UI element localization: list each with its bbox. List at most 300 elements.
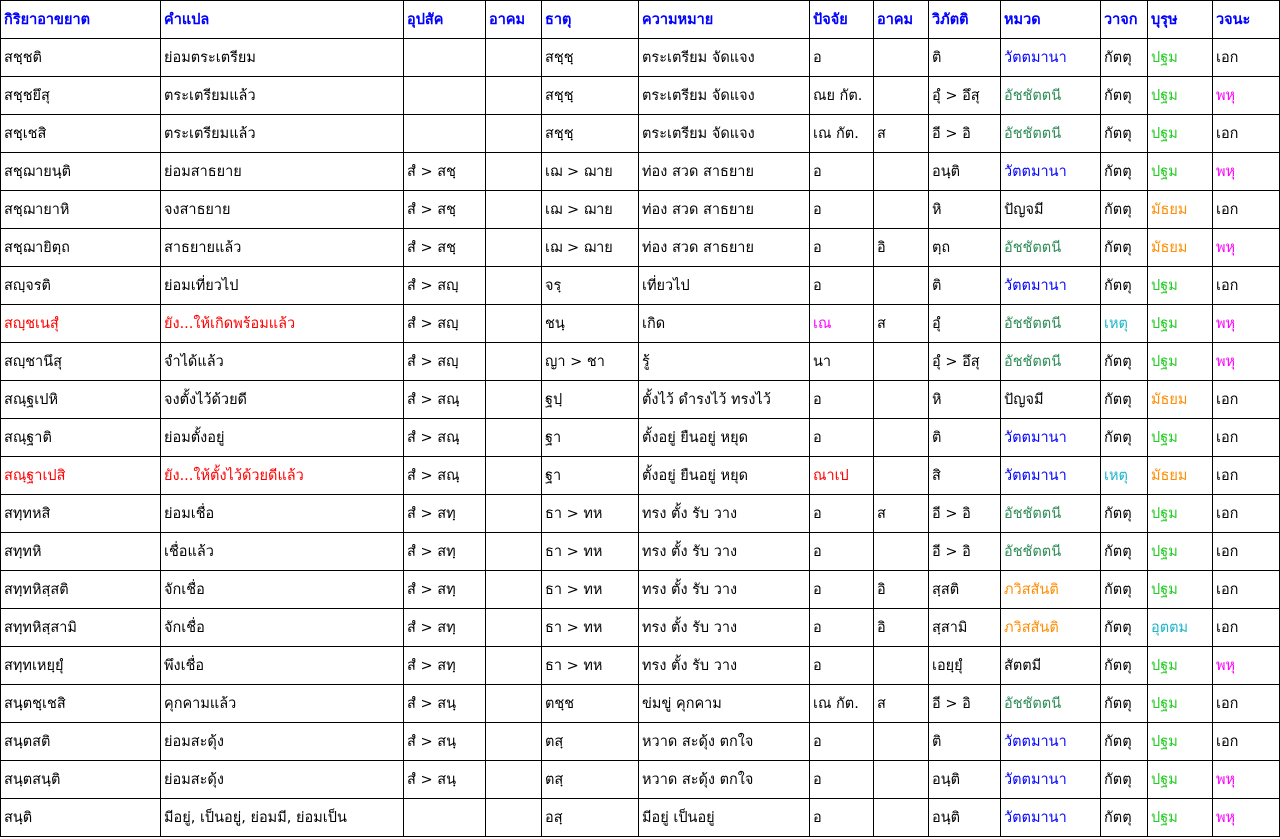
table-cell: สชฺชยึสุ [1,77,161,115]
header-cell: กิริยาอาขยาต [1,1,161,39]
table-cell: ติ [929,39,1001,77]
table-cell: สชฺชฺ [542,39,639,77]
table-cell [404,39,486,77]
table-cell: สํ > สชฺ [404,153,486,191]
table-cell: ติ [929,267,1001,305]
table-cell: อ [810,571,874,609]
table-cell [874,457,929,495]
table-cell: ตชฺช [542,685,639,723]
table-cell: กัตตุ [1101,647,1148,685]
table-cell: ตฺถ [929,229,1001,267]
table-cell: อ [810,723,874,761]
table-cell: ปฐม [1148,647,1213,685]
table-row [1,495,1280,533]
table-cell: เกิด [639,305,810,343]
table-cell: เชื่อแล้ว [161,533,404,571]
table-cell [486,381,542,419]
table-cell: สํ > สนฺ [404,685,486,723]
table-cell: ตั้งอยู่ ยืนอยู่ หยุด [639,419,810,457]
table-cell: สนฺตสติ [1,723,161,761]
table-cell [874,39,929,77]
table-cell: ทรง ตั้ง รับ วาง [639,609,810,647]
table-cell: ปฐม [1148,495,1213,533]
table-row [1,229,1280,267]
table-row [1,457,1280,495]
table-cell: พหุ [1213,77,1280,115]
header-cell: ธาตุ [542,1,639,39]
table-cell: สฺสามิ [929,609,1001,647]
table-cell: อัชชัตตนี [1001,115,1101,153]
table-cell: สชฺชฺ [542,115,639,153]
table-cell: เฌ > ฌาย [542,191,639,229]
table-cell: ฐา [542,457,639,495]
table-cell: ส [874,115,929,153]
table-cell: ปัญจมี [1001,191,1101,229]
table-cell: อุํ [929,305,1001,343]
table-cell: หวาด สะดุ้ง ตกใจ [639,723,810,761]
table-cell: อิ [874,229,929,267]
table-cell: สํ > สทฺ [404,533,486,571]
table-cell: มีอยู่, เป็นอยู่, ย่อมมี, ย่อมเป็น [161,799,404,837]
table-cell: สํ > สนฺ [404,761,486,799]
table-row [1,267,1280,305]
table-cell: ย่อมสาธยาย [161,153,404,191]
table-cell: มัธยม [1148,457,1213,495]
table-cell: ย่อมเชื่อ [161,495,404,533]
table-cell: ธา > ทห [542,571,639,609]
table-cell [486,685,542,723]
table-cell: จำได้แล้ว [161,343,404,381]
table-cell [486,305,542,343]
table-cell: เหตุ [1101,457,1148,495]
header-cell: อุปสัค [404,1,486,39]
table-cell [874,799,929,837]
table-cell: อัชชัตตนี [1001,229,1101,267]
table-cell: ท่อง สวด สาธยาย [639,229,810,267]
table-cell: วัตตมานา [1001,419,1101,457]
table-cell: อี > อิ [929,495,1001,533]
table-cell: พหุ [1213,229,1280,267]
header-cell: อาคม [486,1,542,39]
table-cell: เอยฺยุํ [929,647,1001,685]
table-cell [486,761,542,799]
table-cell: เอก [1213,191,1280,229]
table-cell: สํ > สทฺ [404,609,486,647]
table-cell: อ [810,229,874,267]
table-cell: กัตตุ [1101,571,1148,609]
table-cell: เอก [1213,723,1280,761]
header-cell: วาจก [1101,1,1148,39]
table-cell: ปฐม [1148,761,1213,799]
table-cell: ภวิสสันติ [1001,571,1101,609]
table-cell: ตั้งไว้ ดำรงไว้ ทรงไว้ [639,381,810,419]
table-cell: อนฺติ [929,799,1001,837]
table-cell: จักเชื่อ [161,571,404,609]
table-cell: ปฐม [1148,685,1213,723]
table-row [1,305,1280,343]
table-cell: อนฺติ [929,153,1001,191]
header-row [1,1,1280,39]
table-cell: อัชชัตตนี [1001,533,1101,571]
table-cell: สทฺทหิสฺสามิ [1,609,161,647]
table-cell: เที่ยวไป [639,267,810,305]
table-cell: เอก [1213,571,1280,609]
table-cell: อุํ > อึสุ [929,77,1001,115]
table-row [1,77,1280,115]
header-cell: คำแปล [161,1,404,39]
table-cell: วัตตมานา [1001,39,1101,77]
table-cell: กัตตุ [1101,39,1148,77]
table-cell: กัตตุ [1101,191,1148,229]
table-cell: ท่อง สวด สาธยาย [639,191,810,229]
table-cell [874,267,929,305]
table-cell [486,799,542,837]
table-cell [486,77,542,115]
table-cell [486,533,542,571]
table-cell: สชฺฌายนฺติ [1,153,161,191]
table-cell [486,571,542,609]
table-row [1,39,1280,77]
table-cell: อี > อิ [929,115,1001,153]
table-cell: เอก [1213,381,1280,419]
table-cell: อ [810,419,874,457]
table-cell: เอก [1213,685,1280,723]
table-cell: ปฐม [1148,305,1213,343]
table-cell: อุตตม [1148,609,1213,647]
table-cell: ปฐม [1148,267,1213,305]
table-cell: เอก [1213,115,1280,153]
table-cell [486,115,542,153]
table-cell: สํ > สญฺ [404,305,486,343]
table-row [1,419,1280,457]
table-cell: อ [810,495,874,533]
table-cell [486,495,542,533]
table-cell: สณฺฐาเปสิ [1,457,161,495]
table-cell: กัตตุ [1101,685,1148,723]
table-cell: สํ > สทฺ [404,571,486,609]
table-cell: อิ [874,571,929,609]
table-cell: ส [874,495,929,533]
table-cell: อ [810,533,874,571]
table-cell [486,39,542,77]
table-cell: พหุ [1213,343,1280,381]
table-row [1,647,1280,685]
table-cell: อัชชัตตนี [1001,343,1101,381]
table-cell [486,723,542,761]
table-cell: วัตตมานา [1001,761,1101,799]
table-cell [486,153,542,191]
table-cell: ทรง ตั้ง รับ วาง [639,571,810,609]
table-cell: ทรง ตั้ง รับ วาง [639,647,810,685]
table-cell: สํ > สชฺ [404,229,486,267]
table-cell [874,153,929,191]
header-cell: บุรุษ [1148,1,1213,39]
table-cell: ญา > ชา [542,343,639,381]
table-cell: สํ > สทฺ [404,647,486,685]
table-cell: อ [810,647,874,685]
header-cell: อาคม [874,1,929,39]
table-cell: สทฺทเหยฺยุํ [1,647,161,685]
table-cell: พหุ [1213,799,1280,837]
table-cell: ติ [929,419,1001,457]
table-cell: กัตตุ [1101,495,1148,533]
table-cell [486,419,542,457]
table-cell: ชนฺ [542,305,639,343]
table-cell: พหุ [1213,305,1280,343]
table-cell: อัชชัตตนี [1001,495,1101,533]
table-cell: ทรง ตั้ง รับ วาง [639,533,810,571]
table-cell: สํ > สนฺ [404,723,486,761]
table-cell: หิ [929,381,1001,419]
table-cell [486,267,542,305]
table-cell: จงสาธยาย [161,191,404,229]
table-cell: ยัง...ให้เกิดพร้อมแล้ว [161,305,404,343]
table-cell [874,723,929,761]
table-cell: กัตตุ [1101,267,1148,305]
table-cell: เอก [1213,609,1280,647]
table-cell: เณ กัต. [810,115,874,153]
table-cell: เอก [1213,457,1280,495]
table-cell: อ [810,761,874,799]
table-cell: อ [810,191,874,229]
table-cell: มัธยม [1148,381,1213,419]
table-cell: วัตตมานา [1001,457,1101,495]
table-cell: อ [810,609,874,647]
table-cell: ย่อมสะดุ้ง [161,723,404,761]
table-cell: อ [810,799,874,837]
table-cell: ปฐม [1148,39,1213,77]
table-cell: พหุ [1213,153,1280,191]
table-cell: ปฐม [1148,153,1213,191]
table-cell: สํ > สญฺ [404,267,486,305]
table-cell: สชฺฌายาหิ [1,191,161,229]
table-cell [874,761,929,799]
table-cell: จรฺ [542,267,639,305]
table-cell [486,647,542,685]
table-cell [874,77,929,115]
table-cell: กัตตุ [1101,609,1148,647]
table-row [1,685,1280,723]
table-cell: ท่อง สวด สาธยาย [639,153,810,191]
table-cell [874,381,929,419]
table-cell: ธา > ทห [542,495,639,533]
table-cell [874,533,929,571]
table-cell: วัตตมานา [1001,267,1101,305]
table-cell [874,419,929,457]
table-cell: สญฺชเนสุํ [1,305,161,343]
table-cell: สํ > สทฺ [404,495,486,533]
table-cell: ปฐม [1148,799,1213,837]
table-cell: ปฐม [1148,533,1213,571]
table-cell: กัตตุ [1101,419,1148,457]
table-cell [486,343,542,381]
table-cell: สณฺฐเปหิ [1,381,161,419]
table-cell: สนฺติ [1,799,161,837]
table-cell: กัตตุ [1101,115,1148,153]
table-cell: อัชชัตตนี [1001,77,1101,115]
table-cell: ส [874,305,929,343]
table-cell: ปฐม [1148,115,1213,153]
table-cell: ธา > ทห [542,609,639,647]
table-row [1,343,1280,381]
table-cell: สชฺชฺ [542,77,639,115]
table-row [1,533,1280,571]
table-cell: อ [810,267,874,305]
table-cell: สญฺชานึสุ [1,343,161,381]
table-cell: ตสฺ [542,723,639,761]
header-cell: ความหมาย [639,1,810,39]
table-cell: ปฐม [1148,723,1213,761]
table-cell: สํ > สณฺ [404,457,486,495]
table-row [1,115,1280,153]
table-cell: สทฺทหสิ [1,495,161,533]
table-row [1,571,1280,609]
table-cell: มัธยม [1148,229,1213,267]
table-cell [404,799,486,837]
table-cell: อสฺ [542,799,639,837]
table-cell: ปฐม [1148,571,1213,609]
table-cell [874,647,929,685]
table-cell: นา [810,343,874,381]
table-cell: วัตตมานา [1001,799,1101,837]
table-cell: สํ > สญฺ [404,343,486,381]
table-row [1,381,1280,419]
table-row [1,609,1280,647]
table-cell: ธา > ทห [542,647,639,685]
table-cell [874,191,929,229]
table-cell: ยัง...ให้ตั้งไว้ด้วยดีแล้ว [161,457,404,495]
table-cell: สํ > สณฺ [404,419,486,457]
table-body [1,39,1280,837]
table-cell [874,343,929,381]
table-cell: สชฺเชสิ [1,115,161,153]
table-cell: ปฐม [1148,77,1213,115]
table-row [1,191,1280,229]
table-cell: ติ [929,723,1001,761]
table-cell: ปฐม [1148,343,1213,381]
table-cell: ปัญจมี [1001,381,1101,419]
table-cell: ตระเตรียมแล้ว [161,77,404,115]
table-cell: สนฺตชฺเชสิ [1,685,161,723]
table-cell: เอก [1213,495,1280,533]
table-cell: กัตตุ [1101,381,1148,419]
table-cell: อัชชัตตนี [1001,305,1101,343]
table-cell: กัตตุ [1101,229,1148,267]
table-row [1,153,1280,191]
table-cell: เอก [1213,419,1280,457]
table-cell: อี > อิ [929,685,1001,723]
table-cell: กัตตุ [1101,799,1148,837]
table-cell: ตสฺ [542,761,639,799]
table-cell: เอก [1213,533,1280,571]
table-cell: ย่อมตั้งอยู่ [161,419,404,457]
table-cell: วัตตมานา [1001,153,1101,191]
table-cell: ตระเตรียม จัดแจง [639,115,810,153]
table-cell: วัตตมานา [1001,723,1101,761]
table-cell: กัตตุ [1101,723,1148,761]
table-cell: จงตั้งไว้ด้วยดี [161,381,404,419]
table-cell: ปฐม [1148,419,1213,457]
table-cell: ธา > ทห [542,533,639,571]
table-cell: เฌ > ฌาย [542,229,639,267]
table-cell: สชฺฌายิตฺถ [1,229,161,267]
table-cell: ทรง ตั้ง รับ วาง [639,495,810,533]
header-cell: วจนะ [1213,1,1280,39]
table-cell: อัชชัตตนี [1001,685,1101,723]
table-cell: กัตตุ [1101,533,1148,571]
table-cell: เณ [810,305,874,343]
table-cell: อุํ > อึสุ [929,343,1001,381]
table-cell: เหตุ [1101,305,1148,343]
table-cell: คุกคามแล้ว [161,685,404,723]
table-cell: ข่มขู่ คุกคาม [639,685,810,723]
table-cell: หิ [929,191,1001,229]
table-cell: ภวิสสันติ [1001,609,1101,647]
table-cell: อิ [874,609,929,647]
header-cell: ปัจจัย [810,1,874,39]
table-cell: ฐปฺ [542,381,639,419]
table-cell: กัตตุ [1101,343,1148,381]
table-cell: ย่อมตระเตรียม [161,39,404,77]
table-cell: หวาด สะดุ้ง ตกใจ [639,761,810,799]
table-cell: สฺสติ [929,571,1001,609]
table-cell: สาธยายแล้ว [161,229,404,267]
table-cell: ตระเตรียม จัดแจง [639,39,810,77]
table-cell: อ [810,381,874,419]
table-row [1,761,1280,799]
header-cell: หมวด [1001,1,1101,39]
table-cell [486,457,542,495]
table-cell [404,77,486,115]
table-cell: ตระเตรียมแล้ว [161,115,404,153]
table-cell: พหุ [1213,761,1280,799]
table-cell: จักเชื่อ [161,609,404,647]
table-cell: สัตตมี [1001,647,1101,685]
table-cell: สํ > สชฺ [404,191,486,229]
table-cell: สํ > สณฺ [404,381,486,419]
table-cell: อนฺติ [929,761,1001,799]
table-cell: เอก [1213,267,1280,305]
table-cell: อ [810,153,874,191]
table-cell [486,609,542,647]
table-cell: ย่อมสะดุ้ง [161,761,404,799]
table-cell: สทฺทหิสฺสติ [1,571,161,609]
table-cell: รู้ [639,343,810,381]
table-cell: สทฺทหิ [1,533,161,571]
header-cell: วิภัตติ [929,1,1001,39]
table-cell: พหุ [1213,647,1280,685]
table-cell: กัตตุ [1101,153,1148,191]
table-cell: ณาเป [810,457,874,495]
table-cell: ตระเตรียม จัดแจง [639,77,810,115]
table-row [1,723,1280,761]
table-cell: สชฺชติ [1,39,161,77]
table-cell: พึงเชื่อ [161,647,404,685]
table-cell: อ [810,39,874,77]
table-cell: กัตตุ [1101,77,1148,115]
table-cell: มัธยม [1148,191,1213,229]
table-cell: กัตตุ [1101,761,1148,799]
table-cell: สณฺฐาติ [1,419,161,457]
table-cell: เฌ > ฌาย [542,153,639,191]
table-cell: ย่อมเที่ยวไป [161,267,404,305]
table-cell [486,191,542,229]
table-row [1,799,1280,837]
table-cell: ตั้งอยู่ ยืนอยู่ หยุด [639,457,810,495]
table-cell: มีอยู่ เป็นอยู่ [639,799,810,837]
table-cell [404,115,486,153]
table-cell: สิ [929,457,1001,495]
